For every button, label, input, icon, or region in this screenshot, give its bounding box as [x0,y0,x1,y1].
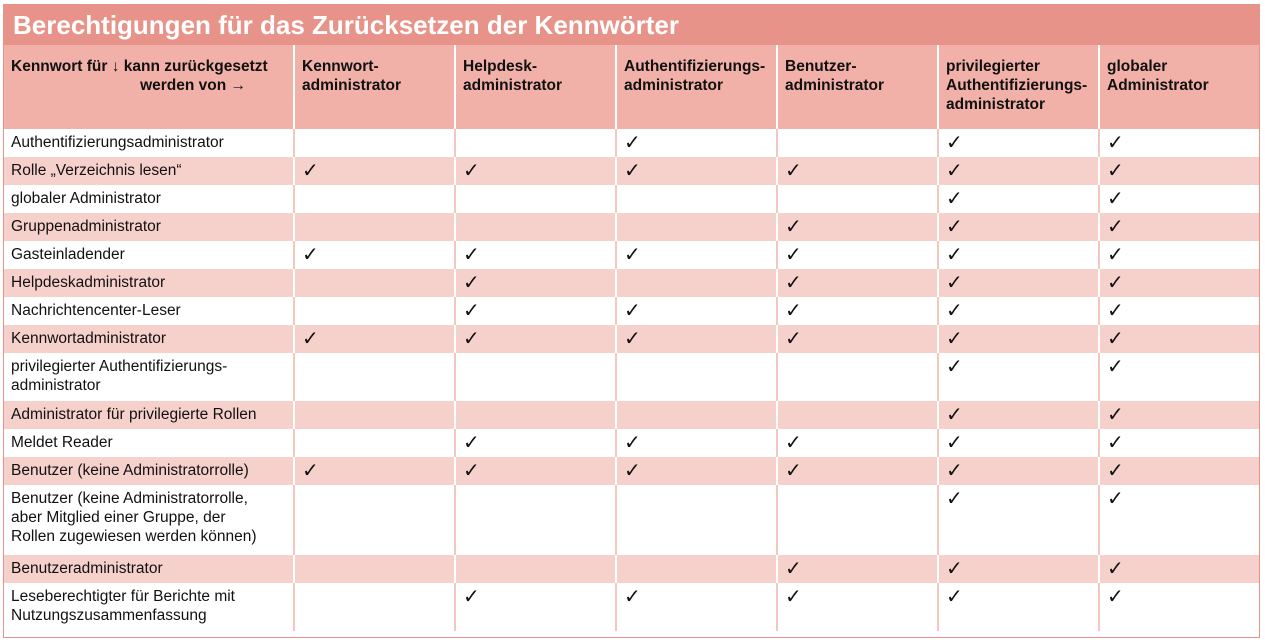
column-header: globaler Administrator [1099,45,1259,129]
permission-cell [455,297,616,325]
table-row [4,457,1259,485]
row-label: Meldet Reader [11,434,113,451]
column-header: Benutzer- administrator [777,45,938,129]
check-icon: ✓ [785,160,802,182]
permission-cell [294,401,455,429]
permission-cell [616,129,777,157]
permission-cell [294,185,455,213]
permission-cell [616,241,777,269]
permission-cell [294,485,455,555]
table-row [4,297,1259,325]
column-header: privilegierter Authentifizierungs- administrator [938,45,1099,129]
permission-cell [777,457,938,485]
check-icon: ✓ [946,356,963,378]
permission-cell [938,429,1099,457]
row-label: Authentifizierungsadministrator [11,134,224,151]
permission-cell [777,129,938,157]
permission-cell [777,353,938,401]
check-icon: ✓ [785,328,802,350]
permission-cell [1099,185,1259,213]
permission-cell [777,325,938,353]
row-label: Helpdeskadministrator [4,269,294,297]
permission-cell [294,429,455,457]
row-label: Gasteinladender [11,246,125,263]
check-icon: ✓ [785,586,802,608]
row-label: privilegierter Authentifizierungs- administrator [11,358,228,394]
check-icon: ✓ [785,216,802,238]
check-icon: ✓ [946,216,963,238]
permission-cell [938,269,1099,297]
check-icon: ✓ [1107,460,1124,482]
check-icon: ✓ [302,160,319,182]
permission-cell [616,269,777,297]
row-label: Gruppenadministrator [4,213,294,241]
check-icon: ✓ [302,328,319,350]
permission-cell [938,157,1099,185]
permission-cell [455,353,616,401]
permission-cell [616,485,777,555]
check-icon: ✓ [946,160,963,182]
permission-cell [455,485,616,555]
row-label: Benutzer (keine Administratorrolle) [4,457,294,485]
row-label: Benutzeradministrator [4,555,294,583]
permission-cell [777,185,938,213]
permission-cell [1099,583,1259,631]
permission-cell [455,213,616,241]
column-header: Kennwort- administrator [294,45,455,129]
permission-cell [294,129,455,157]
permission-cell [294,241,455,269]
check-icon: ✓ [624,460,641,482]
check-icon: ✓ [1107,356,1124,378]
check-icon: ✓ [302,244,319,266]
check-icon: ✓ [946,132,963,154]
row-label: globaler Administrator [11,190,161,207]
check-icon: ✓ [946,188,963,210]
permission-cell [294,555,455,583]
check-icon: ✓ [463,460,480,482]
table-row [4,241,1259,269]
check-icon: ✓ [946,460,963,482]
check-icon: ✓ [624,586,641,608]
permission-cell [455,429,616,457]
permission-cell [1099,269,1259,297]
row-label: Rolle „Verzeichnis lesen“ [4,157,294,185]
check-icon: ✓ [302,460,319,482]
page-title: Berechtigungen für das Zurücksetzen der Kennwörter [4,5,1259,45]
check-icon: ✓ [1107,558,1124,580]
table-row [4,583,1259,631]
check-icon: ✓ [946,432,963,454]
table-row [4,269,1259,297]
permission-cell [455,325,616,353]
permission-cell [1099,485,1259,555]
permission-cell [294,583,455,631]
permission-cell [777,297,938,325]
permission-cell [455,129,616,157]
check-icon: ✓ [463,160,480,182]
check-icon: ✓ [624,432,641,454]
permission-cell [938,485,1099,555]
permission-cell [1099,429,1259,457]
permission-cell [1099,297,1259,325]
check-icon: ✓ [624,160,641,182]
row-label: Administrator für privilegierte Rollen [4,401,294,429]
check-icon: ✓ [1107,586,1124,608]
permission-cell [294,353,455,401]
check-icon: ✓ [463,586,480,608]
permission-cell [616,583,777,631]
permission-cell [1099,457,1259,485]
permission-cell [1099,353,1259,401]
check-icon: ✓ [1107,488,1124,510]
row-label: Kennwortadministrator [4,325,294,353]
permission-cell [616,297,777,325]
permission-cell [777,401,938,429]
column-header: Helpdesk- administrator [455,45,616,129]
check-icon: ✓ [785,300,802,322]
permission-cell [777,241,938,269]
permission-cell [616,157,777,185]
check-icon: ✓ [1107,216,1124,238]
permission-cell [938,325,1099,353]
corner-header [4,45,294,129]
permission-cell [938,297,1099,325]
table-row [4,129,1259,157]
permission-cell [938,457,1099,485]
permission-cell [938,185,1099,213]
permission-cell [294,457,455,485]
check-icon: ✓ [946,404,963,426]
permission-cell [294,297,455,325]
table-row [4,157,1259,185]
check-icon: ✓ [624,132,641,154]
permission-cell [938,129,1099,157]
permission-cell [455,241,616,269]
permission-cell [777,583,938,631]
permission-cell [1099,213,1259,241]
permission-cell [455,457,616,485]
check-icon: ✓ [946,300,963,322]
check-icon: ✓ [463,432,480,454]
permission-cell [455,401,616,429]
table-row [4,485,1259,555]
table-row [4,325,1259,353]
permission-cell [938,555,1099,583]
permission-cell [777,429,938,457]
check-icon: ✓ [946,272,963,294]
check-icon: ✓ [624,300,641,322]
check-icon: ✓ [946,558,963,580]
check-icon: ✓ [1107,432,1124,454]
corner-header-line2: werden von → [140,77,246,94]
permission-cell [938,583,1099,631]
permission-cell [938,213,1099,241]
permission-cell [938,353,1099,401]
column-header: Authentifizierungs- administrator [616,45,777,129]
permission-cell [294,213,455,241]
corner-header-line1: Kennwort für ↓ kann zurückgesetzt [11,58,268,75]
permission-cell [1099,325,1259,353]
permissions-table [4,45,1259,631]
check-icon: ✓ [463,272,480,294]
check-icon: ✓ [785,558,802,580]
check-icon: ✓ [1107,160,1124,182]
check-icon: ✓ [785,460,802,482]
permission-cell [777,555,938,583]
check-icon: ✓ [1107,404,1124,426]
permission-cell [1099,401,1259,429]
check-icon: ✓ [946,244,963,266]
check-icon: ✓ [785,432,802,454]
check-icon: ✓ [1107,188,1124,210]
permission-cell [455,583,616,631]
check-icon: ✓ [624,244,641,266]
permission-cell [1099,241,1259,269]
permission-cell [294,269,455,297]
check-icon: ✓ [1107,244,1124,266]
permission-cell [294,157,455,185]
permission-cell [455,185,616,213]
check-icon: ✓ [785,272,802,294]
permission-cell [294,325,455,353]
permission-cell [1099,555,1259,583]
permission-cell [455,555,616,583]
row-label: Leseberechtigter für Berichte mit Nutzungszusammenfassung [11,588,235,624]
permission-cell [1099,129,1259,157]
table-row [4,213,1259,241]
permission-cell [616,555,777,583]
permission-cell [616,353,777,401]
permission-cell [777,157,938,185]
header-row [4,45,1259,129]
permission-cell [938,401,1099,429]
permission-cell [938,241,1099,269]
row-label: Nachrichtencenter-Leser [11,302,181,319]
table-row [4,401,1259,429]
check-icon: ✓ [946,586,963,608]
table-row [4,353,1259,401]
check-icon: ✓ [463,328,480,350]
check-icon: ✓ [1107,272,1124,294]
permission-cell [616,185,777,213]
permission-cell [777,213,938,241]
table-row [4,185,1259,213]
permission-cell [616,325,777,353]
permission-cell [616,457,777,485]
permission-cell [455,157,616,185]
permission-cell [1099,157,1259,185]
check-icon: ✓ [463,300,480,322]
table-row [4,555,1259,583]
check-icon: ✓ [946,488,963,510]
permission-cell [616,213,777,241]
check-icon: ✓ [463,244,480,266]
table-row [4,429,1259,457]
permission-cell [616,401,777,429]
check-icon: ✓ [785,244,802,266]
check-icon: ✓ [946,328,963,350]
check-icon: ✓ [1107,132,1124,154]
permission-cell [777,485,938,555]
row-label: Benutzer (keine Administratorrolle, aber Mitglied einer Gruppe, der Rollen zugewiesen werden können) [11,490,257,545]
check-icon: ✓ [1107,300,1124,322]
check-icon: ✓ [1107,328,1124,350]
permission-cell [616,429,777,457]
permissions-table-panel [3,4,1260,638]
permission-cell [777,269,938,297]
permission-cell [455,269,616,297]
check-icon: ✓ [624,328,641,350]
